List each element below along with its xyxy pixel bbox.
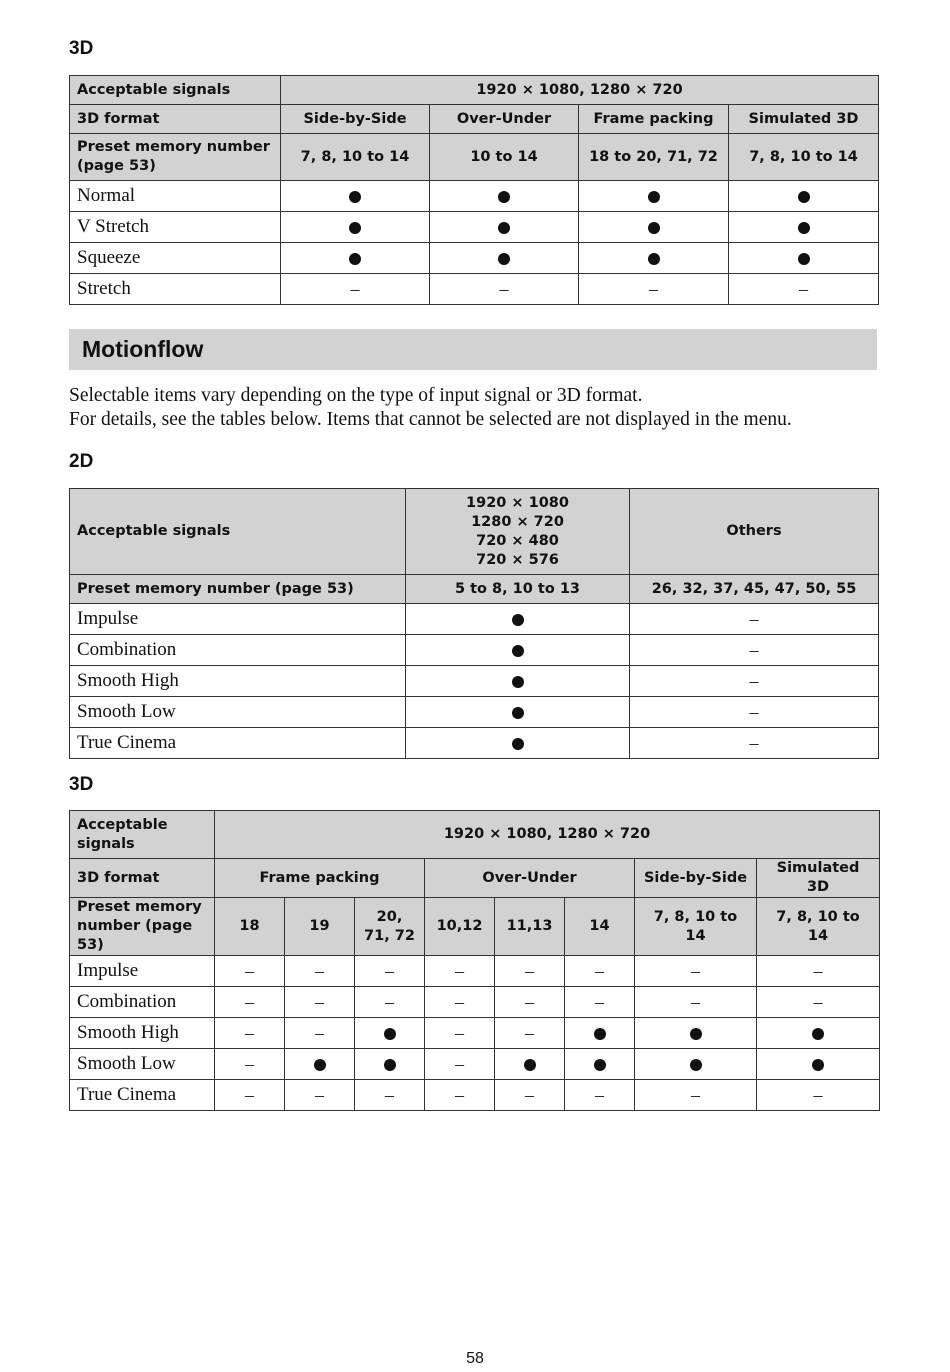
table-row (70, 666, 879, 697)
cell (285, 1049, 355, 1080)
preset-value: 18 to 20, 71, 72 (579, 134, 729, 181)
format-header: Side-by-Side (281, 105, 430, 134)
filled-dot-icon (512, 676, 524, 688)
signal-line: 720 × 480 (476, 532, 559, 549)
preset-value: 18 (215, 898, 285, 956)
filled-dot-icon (690, 1028, 702, 1040)
cell: – (495, 1018, 565, 1049)
row-label: True Cinema (70, 728, 406, 759)
cell: – (425, 1049, 495, 1080)
table-row (70, 1080, 880, 1111)
cell: – (757, 956, 880, 987)
cell (729, 212, 879, 243)
cell: – (635, 956, 757, 987)
cell: – (565, 987, 635, 1018)
cell: – (355, 1080, 425, 1111)
preset-value: 14 (565, 898, 635, 956)
format-label: 3D format (70, 859, 215, 898)
filled-dot-icon (512, 614, 524, 626)
table-row (70, 604, 879, 635)
section-title: Motionflow (82, 336, 204, 362)
cell: – (495, 956, 565, 987)
cell: – (425, 956, 495, 987)
cell: – (430, 274, 579, 305)
signals-label: Acceptable signals (70, 76, 281, 105)
filled-dot-icon (349, 222, 361, 234)
filled-dot-icon (384, 1059, 396, 1071)
table1 (69, 75, 879, 305)
cell (729, 181, 879, 212)
table3 (69, 810, 880, 1111)
preset-value: 20, 71, 72 (355, 898, 425, 956)
cell (406, 604, 630, 635)
table-row (70, 1018, 880, 1049)
filled-dot-icon (524, 1059, 536, 1071)
table-row (70, 181, 879, 212)
cell: – (285, 987, 355, 1018)
cell: – (565, 1080, 635, 1111)
cell (281, 243, 430, 274)
filled-dot-icon (498, 222, 510, 234)
cell: – (630, 728, 879, 759)
preset-value: 7, 8, 10 to 14 (281, 134, 430, 181)
signals-label: Acceptable signals (70, 489, 406, 575)
filled-dot-icon (512, 645, 524, 657)
preset-value: 11,13 (495, 898, 565, 956)
preset-value: 26, 32, 37, 45, 47, 50, 55 (630, 575, 879, 604)
cell (430, 212, 579, 243)
description-line: For details, see the tables below. Items that cannot be selected are not displayed in the menu. (69, 409, 792, 430)
row-label: Combination (70, 987, 215, 1018)
row-label: Smooth Low (70, 1049, 215, 1080)
filled-dot-icon (512, 707, 524, 719)
filled-dot-icon (512, 738, 524, 750)
cell: – (285, 1080, 355, 1111)
cell: – (285, 1018, 355, 1049)
format-header: Over-Under (425, 859, 635, 898)
filled-dot-icon (594, 1059, 606, 1071)
row-label: Stretch (70, 274, 281, 305)
row-label: Normal (70, 181, 281, 212)
format-header: Simulated 3D (729, 105, 879, 134)
cell (757, 1018, 880, 1049)
table-row (70, 1049, 880, 1080)
cell (281, 181, 430, 212)
format-header: Over-Under (430, 105, 579, 134)
cell (635, 1049, 757, 1080)
signals-value: 1920 × 1080, 1280 × 720 (281, 76, 879, 105)
section-description (69, 384, 792, 432)
preset-value: 7, 8, 10 to 14 (757, 898, 880, 956)
cell (355, 1049, 425, 1080)
table-row (70, 635, 879, 666)
cell: – (425, 1018, 495, 1049)
cell (579, 212, 729, 243)
cell: – (495, 987, 565, 1018)
format-header: Side-by-Side (635, 859, 757, 898)
cell: – (425, 987, 495, 1018)
filled-dot-icon (498, 191, 510, 203)
table-row (70, 243, 879, 274)
table-row (70, 274, 879, 305)
cell: – (757, 1080, 880, 1111)
filled-dot-icon (812, 1059, 824, 1071)
cell: – (565, 956, 635, 987)
table-row (70, 697, 879, 728)
signals-other: Others (630, 489, 879, 575)
filled-dot-icon (812, 1028, 824, 1040)
row-label: V Stretch (70, 212, 281, 243)
format-header: Simulated 3D (757, 859, 880, 898)
cell (495, 1049, 565, 1080)
format-header: Frame packing (579, 105, 729, 134)
signals-list (406, 489, 630, 575)
section-header (69, 329, 877, 370)
cell: – (630, 697, 879, 728)
filled-dot-icon (648, 253, 660, 265)
cell (579, 243, 729, 274)
cell: – (285, 956, 355, 987)
cell: – (215, 987, 285, 1018)
cell (406, 728, 630, 759)
table-row (70, 956, 880, 987)
format-label: 3D format (70, 105, 281, 134)
cell (430, 243, 579, 274)
table2 (69, 488, 879, 759)
filled-dot-icon (798, 191, 810, 203)
cell: – (425, 1080, 495, 1111)
signals-value: 1920 × 1080, 1280 × 720 (215, 811, 880, 859)
cell: – (635, 987, 757, 1018)
row-label: Squeeze (70, 243, 281, 274)
preset-value: 5 to 8, 10 to 13 (406, 575, 630, 604)
row-label: Smooth High (70, 666, 406, 697)
cell: – (355, 956, 425, 987)
cell (565, 1049, 635, 1080)
filled-dot-icon (648, 222, 660, 234)
row-label: Impulse (70, 956, 215, 987)
table3-heading: 3D (69, 774, 94, 795)
table-row (70, 987, 880, 1018)
row-label: True Cinema (70, 1080, 215, 1111)
filled-dot-icon (314, 1059, 326, 1071)
cell: – (757, 987, 880, 1018)
description-line: Selectable items vary depending on the type of input signal or 3D format. (69, 385, 643, 406)
cell (757, 1049, 880, 1080)
filled-dot-icon (798, 253, 810, 265)
cell: – (729, 274, 879, 305)
page-number: 58 (466, 1350, 484, 1367)
preset-value: 7, 8, 10 to 14 (635, 898, 757, 956)
preset-value: 7, 8, 10 to 14 (729, 134, 879, 181)
filled-dot-icon (648, 191, 660, 203)
format-header: Frame packing (215, 859, 425, 898)
filled-dot-icon (349, 253, 361, 265)
cell: – (630, 604, 879, 635)
preset-label: Preset memory number (page 53) (70, 134, 281, 181)
row-label: Combination (70, 635, 406, 666)
cell (430, 181, 579, 212)
cell (406, 697, 630, 728)
table-row (70, 728, 879, 759)
filled-dot-icon (498, 253, 510, 265)
filled-dot-icon (594, 1028, 606, 1040)
preset-value: 19 (285, 898, 355, 956)
signal-line: 1920 × 1080 (466, 494, 569, 511)
cell: – (215, 1080, 285, 1111)
filled-dot-icon (349, 191, 361, 203)
cell (565, 1018, 635, 1049)
cell: – (355, 987, 425, 1018)
cell (281, 212, 430, 243)
filled-dot-icon (384, 1028, 396, 1040)
preset-label: Preset memory number (page 53) (70, 898, 215, 956)
cell: – (579, 274, 729, 305)
row-label: Impulse (70, 604, 406, 635)
table1-heading: 3D (69, 38, 94, 59)
table2-heading: 2D (69, 451, 94, 472)
cell (729, 243, 879, 274)
cell (355, 1018, 425, 1049)
cell: – (495, 1080, 565, 1111)
signal-line: 1280 × 720 (471, 513, 564, 530)
row-label: Smooth Low (70, 697, 406, 728)
cell: – (215, 1049, 285, 1080)
signals-label: Acceptable signals (70, 811, 215, 859)
cell: – (215, 1018, 285, 1049)
signal-line: 720 × 576 (476, 551, 559, 568)
filled-dot-icon (690, 1059, 702, 1071)
row-label: Smooth High (70, 1018, 215, 1049)
cell (406, 666, 630, 697)
cell: – (281, 274, 430, 305)
cell (635, 1018, 757, 1049)
cell (579, 181, 729, 212)
cell: – (630, 666, 879, 697)
cell: – (630, 635, 879, 666)
cell: – (635, 1080, 757, 1111)
filled-dot-icon (798, 222, 810, 234)
table-row (70, 212, 879, 243)
preset-value: 10,12 (425, 898, 495, 956)
cell (406, 635, 630, 666)
preset-value: 10 to 14 (430, 134, 579, 181)
preset-label: Preset memory number (page 53) (70, 575, 406, 604)
cell: – (215, 956, 285, 987)
